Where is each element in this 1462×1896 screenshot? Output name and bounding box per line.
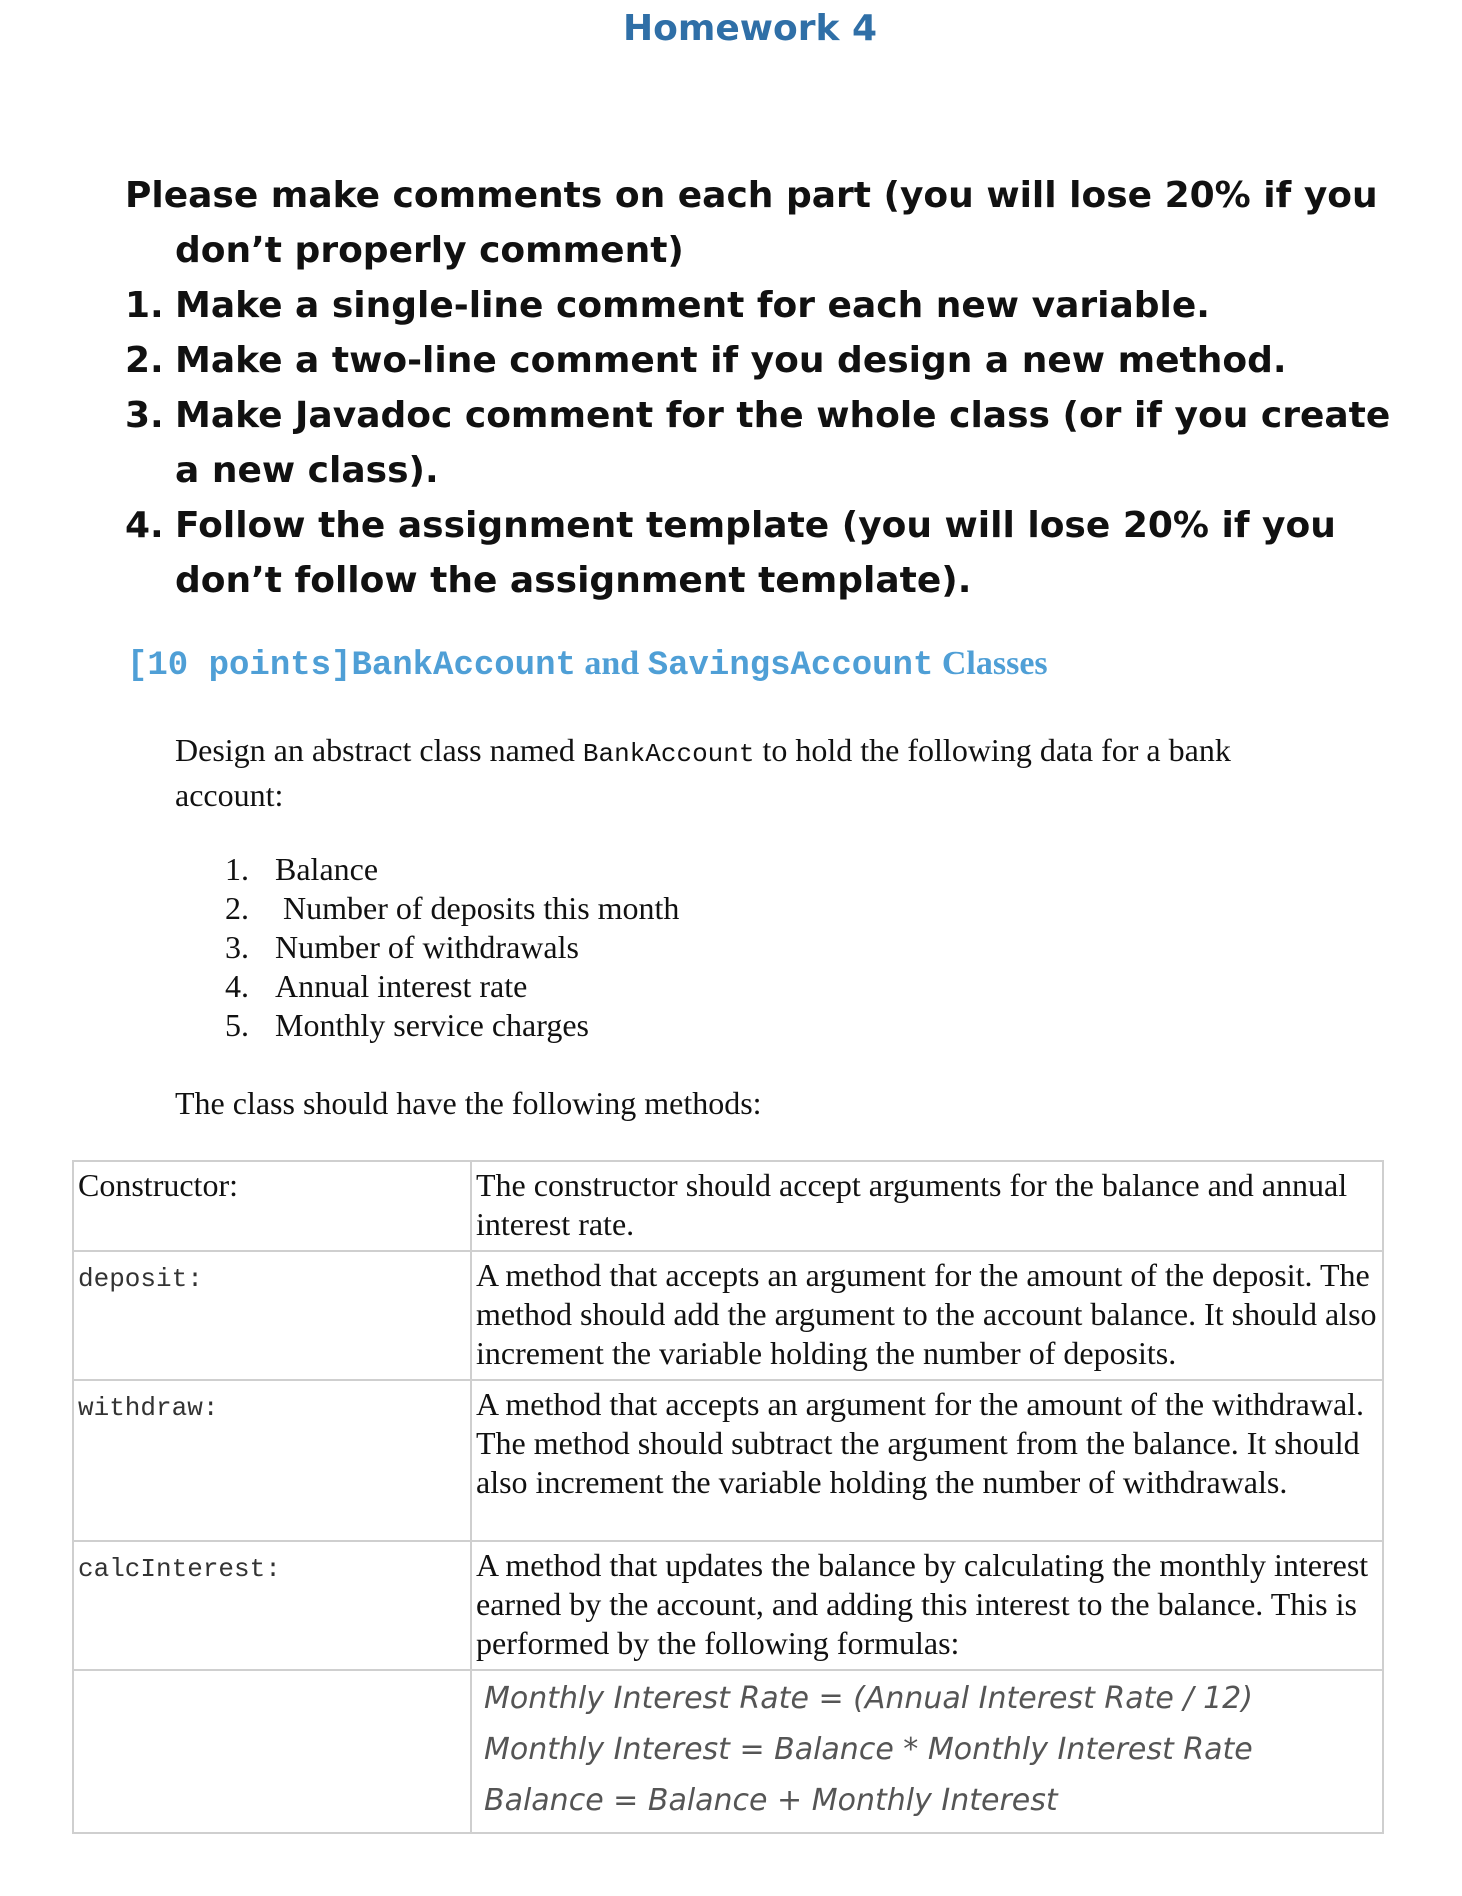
method-desc-cell: [471, 1161, 1383, 1251]
section-class-bankaccount: BankAccount: [351, 647, 576, 685]
method-name-cell: [73, 1380, 471, 1541]
instruction-rule: [125, 333, 1405, 388]
list-item: [225, 928, 679, 967]
field-label: Number of withdrawals: [275, 929, 579, 965]
section-and: and: [575, 645, 648, 682]
formula-monthly-interest-rate: Monthly Interest Rate = (Annual Interest Rate / 12): [484, 1681, 1253, 1716]
table-row: [73, 1670, 1383, 1833]
method-name: withdraw:: [78, 1393, 219, 1423]
method-description: The constructor should accept arguments for the balance and annual interest rate.: [476, 1167, 1348, 1242]
method-name: calcInterest:: [78, 1554, 281, 1584]
method-desc-cell: [471, 1541, 1383, 1670]
field-number: 5.: [225, 1007, 249, 1043]
table-row: [73, 1161, 1383, 1251]
document-title: Homework 4: [622, 8, 878, 49]
field-label: Monthly service charges: [275, 1007, 589, 1043]
list-item: [225, 889, 679, 928]
section-heading: [127, 645, 1048, 685]
methods-table: [72, 1160, 1384, 1834]
methods-intro: The class should have the following methods:: [175, 1085, 762, 1121]
rule-text: Make a single-line comment for each new variable.: [175, 285, 1210, 326]
formula-cell: [471, 1670, 1383, 1833]
method-name: deposit:: [78, 1264, 203, 1294]
rule-text: Make Javadoc comment for the whole class (or if you create a new class).: [175, 395, 1391, 491]
description-class-name: BankAccount: [582, 739, 755, 769]
method-desc-cell: [471, 1251, 1383, 1380]
fields-list: [225, 850, 679, 1045]
instruction-rule: [125, 498, 1405, 608]
method-description: A method that accepts an argument for the amount of the deposit. The method should add the argument to the account balance. It should also increment the variable holding the number of deposits.: [476, 1257, 1377, 1371]
instructions-block: [125, 168, 1405, 608]
rule-number: 1.: [125, 285, 164, 326]
field-label: Annual interest rate: [275, 968, 528, 1004]
rule-number: 3.: [125, 395, 164, 436]
method-name-cell: [73, 1541, 471, 1670]
formula-monthly-interest: Monthly Interest = Balance * Monthly Interest Rate: [484, 1732, 1253, 1767]
rule-number: 2.: [125, 340, 164, 381]
instructions-intro: Please make comments on each part (you will lose 20% if you don’t properly comment): [125, 175, 1378, 271]
method-description: A method that accepts an argument for the amount of the withdrawal. The method should subtract the argument from the balance. It should also increment the variable holding the number of withdrawals.: [476, 1386, 1365, 1500]
method-name: Constructor:: [78, 1167, 238, 1203]
section-class-savingsaccount: SavingsAccount: [647, 647, 934, 685]
section-points: [10 points]: [127, 647, 352, 685]
rule-text: Follow the assignment template (you will lose 20% if you don’t follow the assignment template).: [175, 505, 1336, 601]
rule-number: 4.: [125, 505, 164, 546]
field-label: Number of deposits this month: [275, 890, 680, 926]
rule-text: Make a two-line comment if you design a new method.: [175, 340, 1287, 381]
field-number: 1.: [225, 851, 249, 887]
field-label: Balance: [275, 851, 379, 887]
field-number: 4.: [225, 968, 249, 1004]
method-desc-cell: [471, 1380, 1383, 1541]
formula-balance: Balance = Balance + Monthly Interest: [484, 1783, 1058, 1818]
list-item: [225, 1006, 679, 1045]
field-number: 2.: [225, 890, 249, 926]
instruction-rule: [125, 278, 1405, 333]
method-name-cell: [73, 1161, 471, 1251]
description-after: to hold the following data for a bank account:: [175, 732, 1231, 813]
section-suffix: Classes: [933, 645, 1048, 682]
table-row: [73, 1251, 1383, 1380]
list-item: [225, 850, 679, 889]
instruction-rule: [125, 388, 1405, 498]
method-name-cell: [73, 1251, 471, 1380]
list-item: [225, 967, 679, 1006]
field-number: 3.: [225, 929, 249, 965]
method-description: A method that updates the balance by calculating the monthly interest earned by the account, and adding this interest to the balance. This is performed by the following formulas:: [476, 1547, 1369, 1661]
empty-cell: [73, 1670, 471, 1833]
table-row: [73, 1380, 1383, 1541]
description-before: Design an abstract class named: [175, 732, 583, 768]
table-row: [73, 1541, 1383, 1670]
class-description: [175, 730, 1325, 816]
